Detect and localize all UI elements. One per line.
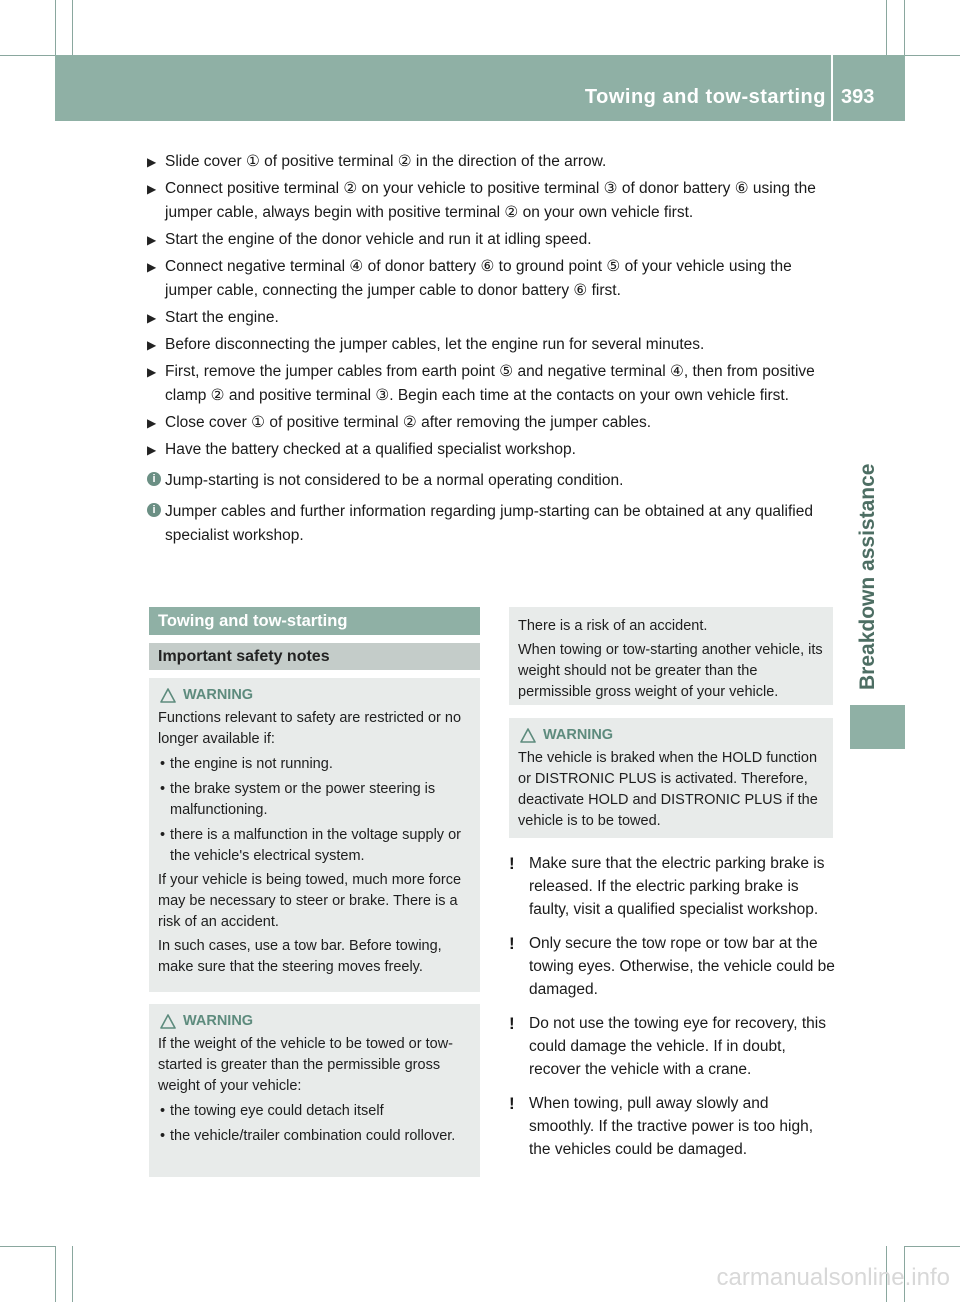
page-number: 393 <box>841 86 875 108</box>
warning-box <box>149 678 480 992</box>
step-item: ▶ Close cover ① of positive terminal ② after removing the jumper cables. <box>147 411 837 435</box>
warning-triangle-icon <box>160 1014 176 1029</box>
crop-mark <box>72 0 73 56</box>
warning-triangle-icon <box>520 728 536 743</box>
crop-mark <box>904 55 960 56</box>
notice-item: ! Make sure that the electric parking brake is released. If the electric parking brake is faulty, visit a qualified specialist workshop. <box>509 854 825 918</box>
arrow-right-icon: ▶ <box>147 416 157 430</box>
step-item: ▶ Slide cover ① of positive terminal ② in the direction of the arrow. <box>147 150 837 174</box>
warning-header: WARNING <box>158 1011 472 1032</box>
info-note: i Jumper cables and further information regarding jump-starting can be obtained at any qualified specialist workshop. <box>147 500 837 548</box>
warning-box <box>509 718 833 838</box>
list-item: • the vehicle/trailer combination could rollover. <box>158 1126 472 1147</box>
side-tab-marker <box>850 705 905 749</box>
subsection-title: Important safety notes <box>149 643 480 670</box>
arrow-right-icon: ▶ <box>147 443 157 457</box>
warning-text: Functions relevant to safety are restricted or no longer available if: <box>158 710 462 747</box>
warning-continuation-box <box>509 607 833 705</box>
exclamation-icon: ! <box>509 1094 515 1113</box>
step-item: ▶ First, remove the jumper cables from earth point ⑤ and negative terminal ④, then from positive clamp ② and positive terminal ③. Begin each time at the contacts on your own vehicle first. <box>147 360 837 408</box>
warning-text: There is a risk of an accident. <box>518 618 708 634</box>
notice-item: ! Do not use the towing eye for recovery, this could damage the vehicle. If in doubt, recover the vehicle with a crane. <box>509 1014 826 1078</box>
arrow-right-icon: ▶ <box>147 338 157 352</box>
header-title: Towing and tow-starting <box>584 86 826 108</box>
notice-item: ! When towing, pull away slowly and smoothly. If the tractive power is too high, the vehicles could be damaged. <box>509 1094 814 1158</box>
notice-list <box>509 852 835 1172</box>
crop-mark <box>72 1246 73 1302</box>
warning-text: In such cases, use a tow bar. Before towing, make sure that the steering moves freely. <box>158 938 442 975</box>
crop-mark <box>904 1246 960 1247</box>
step-item: ▶ Before disconnecting the jumper cables, let the engine run for several minutes. <box>147 333 837 357</box>
notice-item: ! Only secure the tow rope or tow bar at the towing eyes. Otherwise, the vehicle could be damaged. <box>509 934 835 998</box>
info-icon: i <box>147 472 161 486</box>
list-item: • there is a malfunction in the voltage supply or the vehicle's electrical system. <box>158 825 472 867</box>
watermark: carmanualsonline.info <box>716 1264 950 1291</box>
exclamation-icon: ! <box>509 1014 515 1033</box>
step-item: ▶ Connect negative terminal ④ of donor battery ⑥ to ground point ⑤ of your vehicle using the jumper cable, connecting the jumper cable to donor battery ⑥ first. <box>147 255 837 303</box>
crop-mark <box>0 1246 56 1247</box>
arrow-right-icon: ▶ <box>147 155 157 169</box>
section-title: Towing and tow-starting <box>149 607 480 635</box>
instruction-steps <box>147 150 837 548</box>
arrow-right-icon: ▶ <box>147 233 157 247</box>
side-tab-label: Breakdown assistance <box>856 463 879 690</box>
header-divider <box>831 55 833 121</box>
arrow-right-icon: ▶ <box>147 311 157 325</box>
step-item: ▶ Start the engine of the donor vehicle and run it at idling speed. <box>147 228 837 252</box>
crop-mark <box>886 0 887 56</box>
warning-header: WARNING <box>158 685 472 706</box>
list-item: • the towing eye could detach itself <box>158 1101 472 1122</box>
crop-mark <box>904 0 905 56</box>
step-item: ▶ Start the engine. <box>147 306 837 330</box>
exclamation-icon: ! <box>509 934 515 953</box>
step-item: ▶ Have the battery checked at a qualified specialist workshop. <box>147 438 837 462</box>
warning-header: WARNING <box>518 725 825 746</box>
arrow-right-icon: ▶ <box>147 260 157 274</box>
warning-text: If the weight of the vehicle to be towed or tow-started is greater than the permissible gross weight of your vehicle: <box>158 1036 453 1094</box>
list-item: • the brake system or the power steering is malfunctioning. <box>158 779 472 821</box>
warning-text: If your vehicle is being towed, much more force may be necessary to steer or brake. There is a risk of an accident. <box>158 872 462 930</box>
list-item: • the engine is not running. <box>158 754 472 775</box>
info-note: i Jump-starting is not considered to be a normal operating condition. <box>147 469 837 493</box>
warning-text: The vehicle is braked when the HOLD function or DISTRONIC PLUS is activated. Therefore, deactivate HOLD and DISTRONIC PLUS if the vehicle is to be towed. <box>518 750 818 829</box>
crop-mark <box>55 0 56 56</box>
exclamation-icon: ! <box>509 854 515 873</box>
crop-mark <box>55 1246 56 1302</box>
arrow-right-icon: ▶ <box>147 365 157 379</box>
info-icon: i <box>147 503 161 517</box>
warning-triangle-icon <box>160 688 176 703</box>
arrow-right-icon: ▶ <box>147 182 157 196</box>
warning-text: When towing or tow-starting another vehicle, its weight should not be greater than the permissible gross weight of your vehicle. <box>518 642 823 700</box>
step-item: ▶ Connect positive terminal ② on your vehicle to positive terminal ③ of donor battery ⑥ using the jumper cable, always begin with positive terminal ② on your own vehicle first. <box>147 177 837 225</box>
warning-box <box>149 1004 480 1177</box>
crop-mark <box>0 55 56 56</box>
